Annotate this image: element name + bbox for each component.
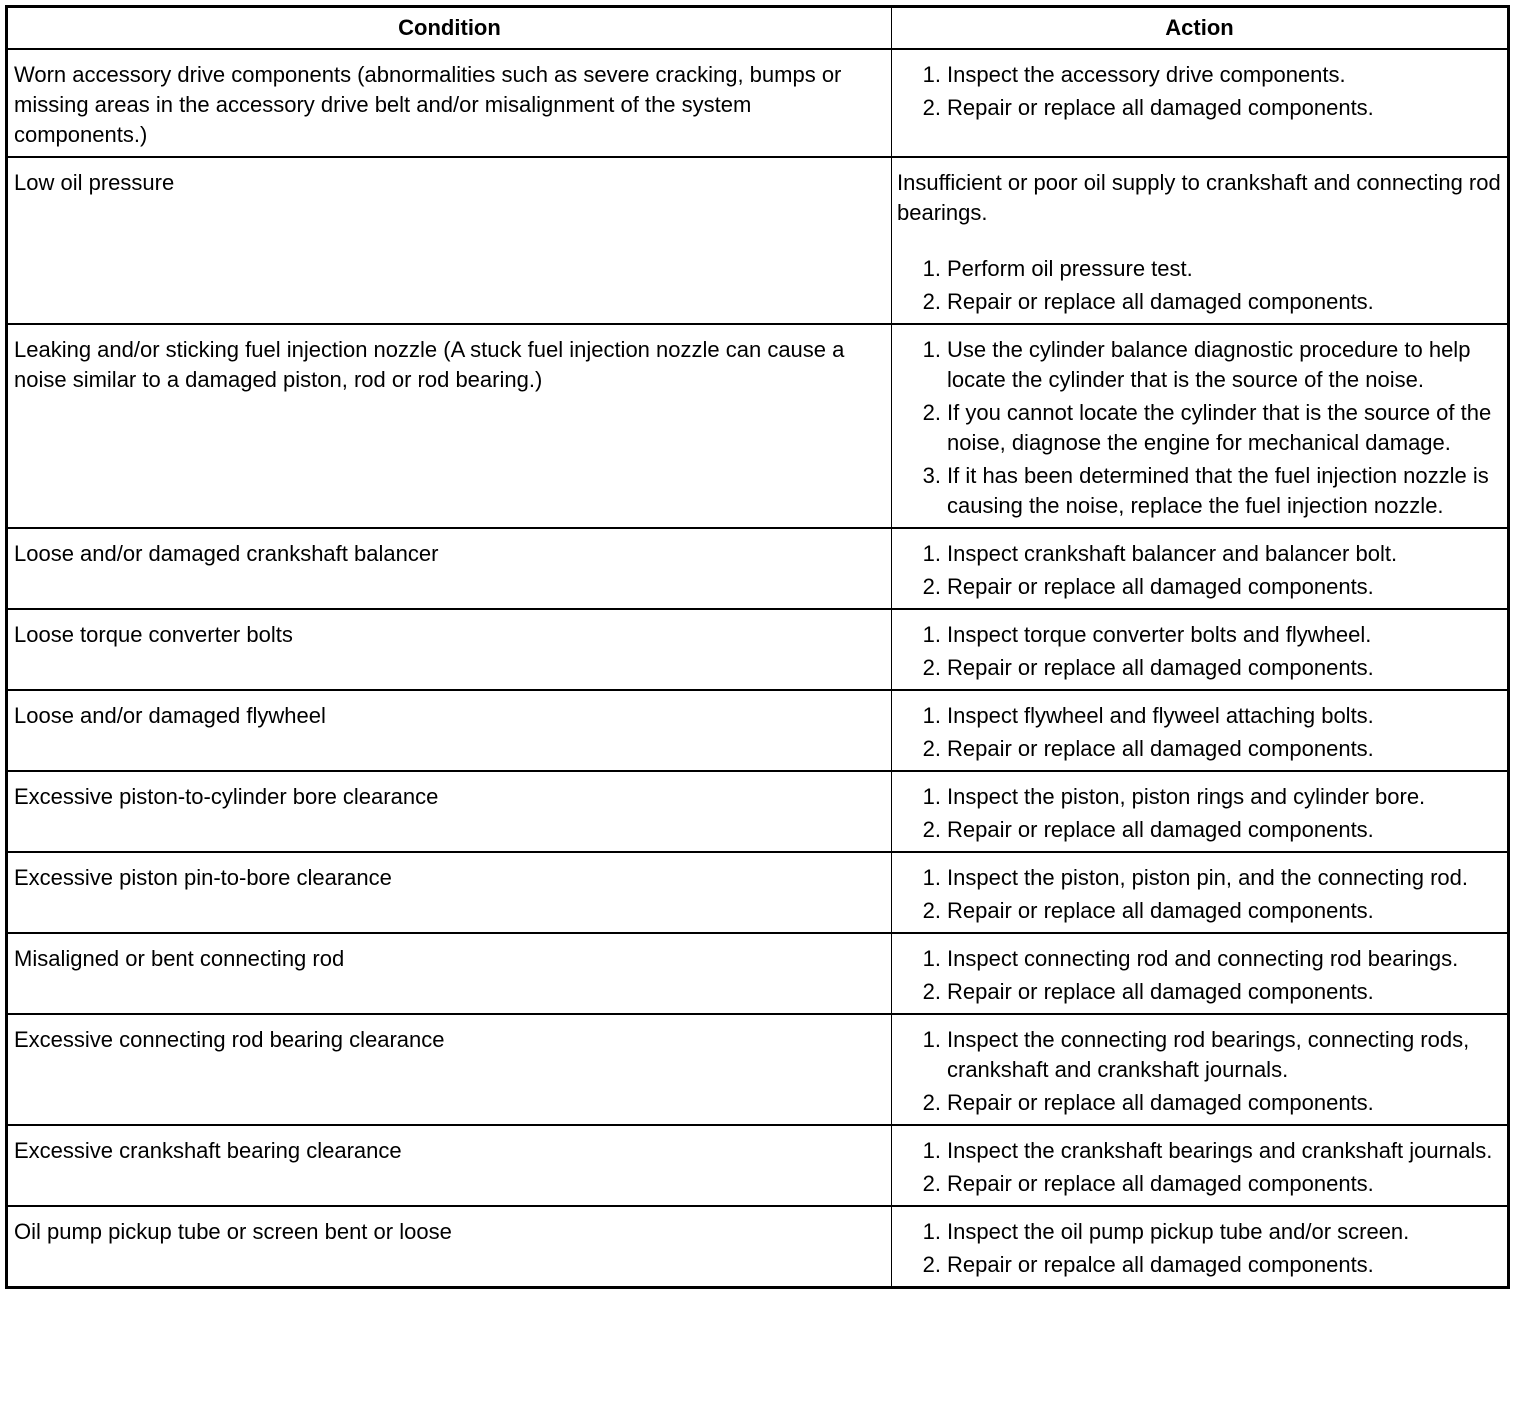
action-step	[897, 944, 1501, 974]
step-number: 1.	[922, 541, 941, 566]
action-cell	[892, 528, 1509, 609]
action-step	[897, 254, 1501, 284]
step-text: Inspect the oil pump pickup tube and/or screen.	[947, 1219, 1410, 1244]
condition-cell: Oil pump pickup tube or screen bent or loose	[7, 1206, 892, 1288]
action-step	[897, 734, 1501, 764]
step-text: Use the cylinder balance diagnostic procedure to help locate the cylinder that is the source of the noise.	[947, 337, 1471, 392]
action-cell	[892, 1125, 1509, 1206]
step-number: 1.	[922, 1027, 941, 1052]
header-condition: Condition	[7, 7, 892, 50]
action-step	[897, 896, 1501, 926]
action-step	[897, 335, 1501, 395]
table-row	[7, 609, 1509, 690]
action-step	[897, 701, 1501, 731]
step-number: 2.	[922, 979, 941, 1004]
action-cell	[892, 324, 1509, 528]
condition-cell: Excessive piston pin-to-bore clearance	[7, 852, 892, 933]
step-text: Repair or replace all damaged components.	[947, 979, 1374, 1004]
table-body	[7, 49, 1509, 1288]
step-text: Inspect the accessory drive components.	[947, 62, 1346, 87]
action-step	[897, 815, 1501, 845]
step-number: 1.	[922, 1219, 941, 1244]
diagnostic-table	[5, 5, 1510, 1289]
action-step	[897, 287, 1501, 317]
action-step	[897, 1088, 1501, 1118]
action-step	[897, 782, 1501, 812]
condition-cell: Leaking and/or sticking fuel injection nozzle (A stuck fuel injection nozzle can cause a noise similar to a damaged piston, rod or rod bearing.)	[7, 324, 892, 528]
step-number: 1.	[922, 703, 941, 728]
step-number: 2.	[922, 736, 941, 761]
diagnostic-table-container	[5, 5, 1507, 1289]
action-step	[897, 863, 1501, 893]
condition-cell: Misaligned or bent connecting rod	[7, 933, 892, 1014]
step-text: If you cannot locate the cylinder that is the source of the noise, diagnose the engine for mechanical damage.	[947, 400, 1492, 455]
condition-cell: Loose and/or damaged crankshaft balancer	[7, 528, 892, 609]
step-number: 2.	[922, 817, 941, 842]
action-step	[897, 539, 1501, 569]
action-steps	[897, 335, 1501, 521]
action-step	[897, 1169, 1501, 1199]
action-steps	[897, 254, 1501, 317]
step-text: Inspect the piston, piston pin, and the connecting rod.	[947, 865, 1469, 890]
action-cell	[892, 1206, 1509, 1288]
action-steps	[897, 701, 1501, 764]
step-number: 1.	[922, 62, 941, 87]
step-text: Repair or replace all damaged components.	[947, 95, 1374, 120]
table-row	[7, 690, 1509, 771]
action-cell	[892, 609, 1509, 690]
condition-cell: Excessive connecting rod bearing clearance	[7, 1014, 892, 1125]
table-row	[7, 1206, 1509, 1288]
step-text: Inspect the connecting rod bearings, connecting rods, crankshaft and crankshaft journals.	[947, 1027, 1470, 1082]
step-number: 3.	[922, 463, 941, 488]
step-number: 1.	[922, 784, 941, 809]
action-step	[897, 653, 1501, 683]
step-number: 1.	[922, 337, 941, 362]
step-number: 1.	[922, 946, 941, 971]
action-cell	[892, 157, 1509, 324]
table-row	[7, 49, 1509, 157]
step-number: 1.	[922, 256, 941, 281]
step-text: Inspect flywheel and flyweel attaching bolts.	[947, 703, 1374, 728]
action-steps	[897, 60, 1501, 123]
action-cell	[892, 933, 1509, 1014]
action-step	[897, 977, 1501, 1007]
step-text: Perform oil pressure test.	[947, 256, 1193, 281]
condition-cell: Loose torque converter bolts	[7, 609, 892, 690]
step-number: 2.	[922, 1171, 941, 1196]
action-steps	[897, 1025, 1501, 1118]
step-text: Repair or replace all damaged components.	[947, 289, 1374, 314]
condition-cell: Worn accessory drive components (abnormalities such as severe cracking, bumps or missing areas in the accessory drive belt and/or misalignment of the system components.)	[7, 49, 892, 157]
step-text: Inspect connecting rod and connecting rod bearings.	[947, 946, 1459, 971]
step-text: Repair or replace all damaged components.	[947, 736, 1374, 761]
step-number: 2.	[922, 95, 941, 120]
action-steps	[897, 863, 1501, 926]
condition-cell: Excessive piston-to-cylinder bore clearance	[7, 771, 892, 852]
step-number: 1.	[922, 622, 941, 647]
condition-cell: Excessive crankshaft bearing clearance	[7, 1125, 892, 1206]
table-row	[7, 528, 1509, 609]
step-number: 2.	[922, 655, 941, 680]
action-step	[897, 1217, 1501, 1247]
action-step	[897, 398, 1501, 458]
step-text: Repair or replace all damaged components.	[947, 1171, 1374, 1196]
step-text: Repair or replace all damaged components.	[947, 898, 1374, 923]
table-row	[7, 852, 1509, 933]
condition-cell: Low oil pressure	[7, 157, 892, 324]
action-steps	[897, 1136, 1501, 1199]
action-steps	[897, 782, 1501, 845]
step-text: Repair or repalce all damaged components.	[947, 1252, 1374, 1277]
action-cell	[892, 852, 1509, 933]
step-number: 2.	[922, 898, 941, 923]
action-step	[897, 1025, 1501, 1085]
step-number: 2.	[922, 1252, 941, 1277]
action-cell	[892, 1014, 1509, 1125]
action-steps	[897, 620, 1501, 683]
action-step	[897, 93, 1501, 123]
step-text: Repair or replace all damaged components.	[947, 655, 1374, 680]
action-step	[897, 1250, 1501, 1280]
action-steps	[897, 944, 1501, 1007]
action-step	[897, 1136, 1501, 1166]
step-text: Inspect torque converter bolts and flywheel.	[947, 622, 1372, 647]
action-steps	[897, 1217, 1501, 1280]
condition-cell: Loose and/or damaged flywheel	[7, 690, 892, 771]
action-step	[897, 572, 1501, 602]
table-row	[7, 933, 1509, 1014]
action-step	[897, 60, 1501, 90]
action-cell	[892, 690, 1509, 771]
step-text: If it has been determined that the fuel injection nozzle is causing the noise, replace the fuel injection nozzle.	[947, 463, 1489, 518]
action-intro: Insufficient or poor oil supply to crankshaft and connecting rod bearings.	[897, 170, 1501, 225]
step-text: Inspect the piston, piston rings and cylinder bore.	[947, 784, 1426, 809]
table-row	[7, 324, 1509, 528]
step-text: Repair or replace all damaged components.	[947, 817, 1374, 842]
step-number: 2.	[922, 574, 941, 599]
header-action: Action	[892, 7, 1509, 50]
step-text: Inspect the crankshaft bearings and crankshaft journals.	[947, 1138, 1493, 1163]
action-step	[897, 620, 1501, 650]
action-step	[897, 461, 1501, 521]
table-row	[7, 771, 1509, 852]
step-text: Repair or replace all damaged components.	[947, 1090, 1374, 1115]
table-row	[7, 157, 1509, 324]
step-number: 2.	[922, 400, 941, 425]
step-number: 2.	[922, 289, 941, 314]
step-number: 1.	[922, 1138, 941, 1163]
step-text: Repair or replace all damaged components.	[947, 574, 1374, 599]
action-steps	[897, 539, 1501, 602]
action-cell	[892, 771, 1509, 852]
step-text: Inspect crankshaft balancer and balancer bolt.	[947, 541, 1398, 566]
action-cell	[892, 49, 1509, 157]
step-number: 1.	[922, 865, 941, 890]
table-row	[7, 1125, 1509, 1206]
step-number: 2.	[922, 1090, 941, 1115]
table-row	[7, 1014, 1509, 1125]
header-row	[7, 7, 1509, 50]
